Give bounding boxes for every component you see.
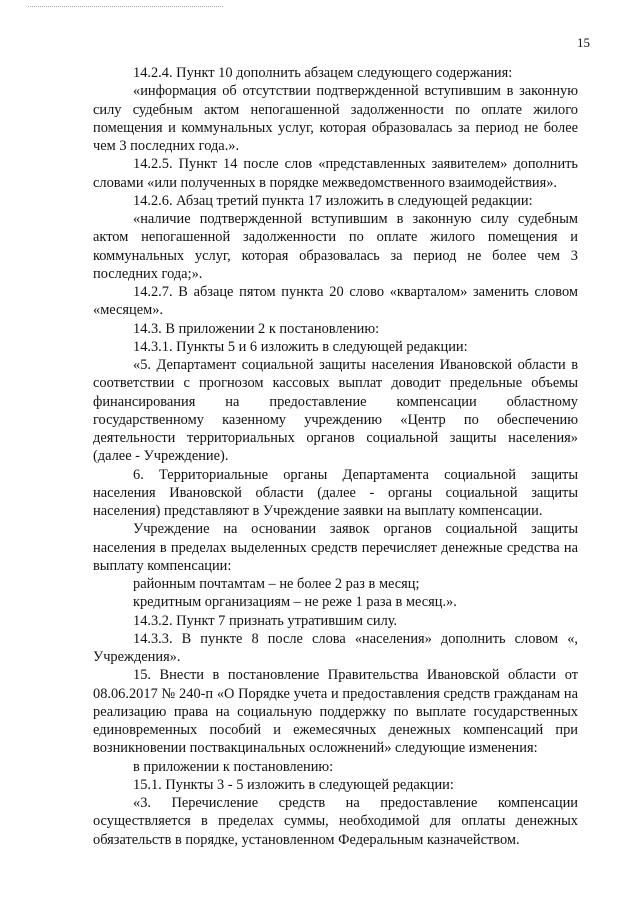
- paragraph-post-offices: районным почтамтам – не более 2 раз в месяц;: [133, 576, 420, 592]
- paragraph-14-2-5: 14.2.5. Пункт 14 после слов «представленных заявителем» дополнить словами «или полученных в порядке межведомственного взаимодействия».: [93, 156, 578, 191]
- paragraph-15: 15. Внести в постановление Правительства Ивановской области от 08.06.2017 № 240-п «О Порядке учета и предоставления средств гражданам на реализацию права на социальную поддержку по выплате государственных единовременных пособий и ежемесячных денежных компенсаций при возникновении поствакцинальных осложнений» следующие изменения:: [93, 667, 578, 757]
- paragraph-quote-info: «информация об отсутствии подтвержденной вступившим в законную силу судебным актом непогашенной задолженности по оплате жилого помещения и коммунальных услуг, которая образовалась за период не более чем 3 последних года.».: [93, 83, 578, 154]
- paragraph-point-3: «3. Перечисление средств на предоставление компенсации осуществляется в пределах суммы, необходимой для оплаты денежных обязательств в порядке, установленном Федеральным казначейством.: [93, 795, 578, 848]
- paragraph-14-3-2: 14.3.2. Пункт 7 признать утратившим силу.: [133, 612, 398, 629]
- paragraph-14-2-6: 14.2.6. Абзац третий пункта 17 изложить в следующей редакции:: [133, 192, 533, 209]
- document-body: [93, 64, 578, 849]
- paragraph-14-3: 14.3. В приложении 2 к постановлению:: [133, 320, 380, 337]
- paragraph-point-6: 6. Территориальные органы Департамента социальной защиты населения Ивановской области (далее - органы социальной защиты населения) представляют в Учреждение заявки на выплату компенсации.: [93, 466, 578, 519]
- paragraph-quote-debt: «наличие подтвержденной вступившим в законную силу судебным актом непогашенной задолженности по оплате жилого помещения и коммунальных услуг, которая образовалась за период не более чем 3 последних года;».: [93, 211, 578, 282]
- paragraph-14-2-7: 14.2.7. В абзаце пятом пункта 20 слово «кварталом» заменить словом «месяцем».: [93, 284, 578, 319]
- paragraph-credit-orgs: кредитным организациям – не реже 1 раза в месяц.».: [133, 594, 457, 611]
- paragraph-15-1: 15.1. Пункты 3 - 5 изложить в следующей редакции:: [133, 776, 454, 793]
- paragraph-appendix: в приложении к постановлению:: [133, 758, 334, 775]
- paragraph-14-3-1: 14.3.1. Пункты 5 и 6 изложить в следующей редакции:: [133, 338, 468, 355]
- paragraph-institution: Учреждение на основании заявок органов социальной защиты населения в пределах выделенных средств перечисляет денежные средства на выплату компенсации:: [93, 521, 578, 574]
- paragraph-point-5: «5. Департамент социальной защиты населения Ивановской области в соответствии с прогнозом кассовых выплат доводит предельные объемы финансирования на предоставление компенсации областному государственному казенному учреждению «Центр по обеспечению деятельности территориальных органов социальной защиты населения» (далее - Учреждение).: [93, 357, 578, 465]
- paragraph-14-3-3: 14.3.3. В пункте 8 после слова «населения» дополнить словом «, Учреждения».: [93, 630, 578, 665]
- paragraph-14-2-4: 14.2.4. Пункт 10 дополнить абзацем следующего содержания:: [133, 65, 513, 81]
- scan-artifact: [28, 6, 223, 11]
- page-number: 15: [577, 35, 590, 50]
